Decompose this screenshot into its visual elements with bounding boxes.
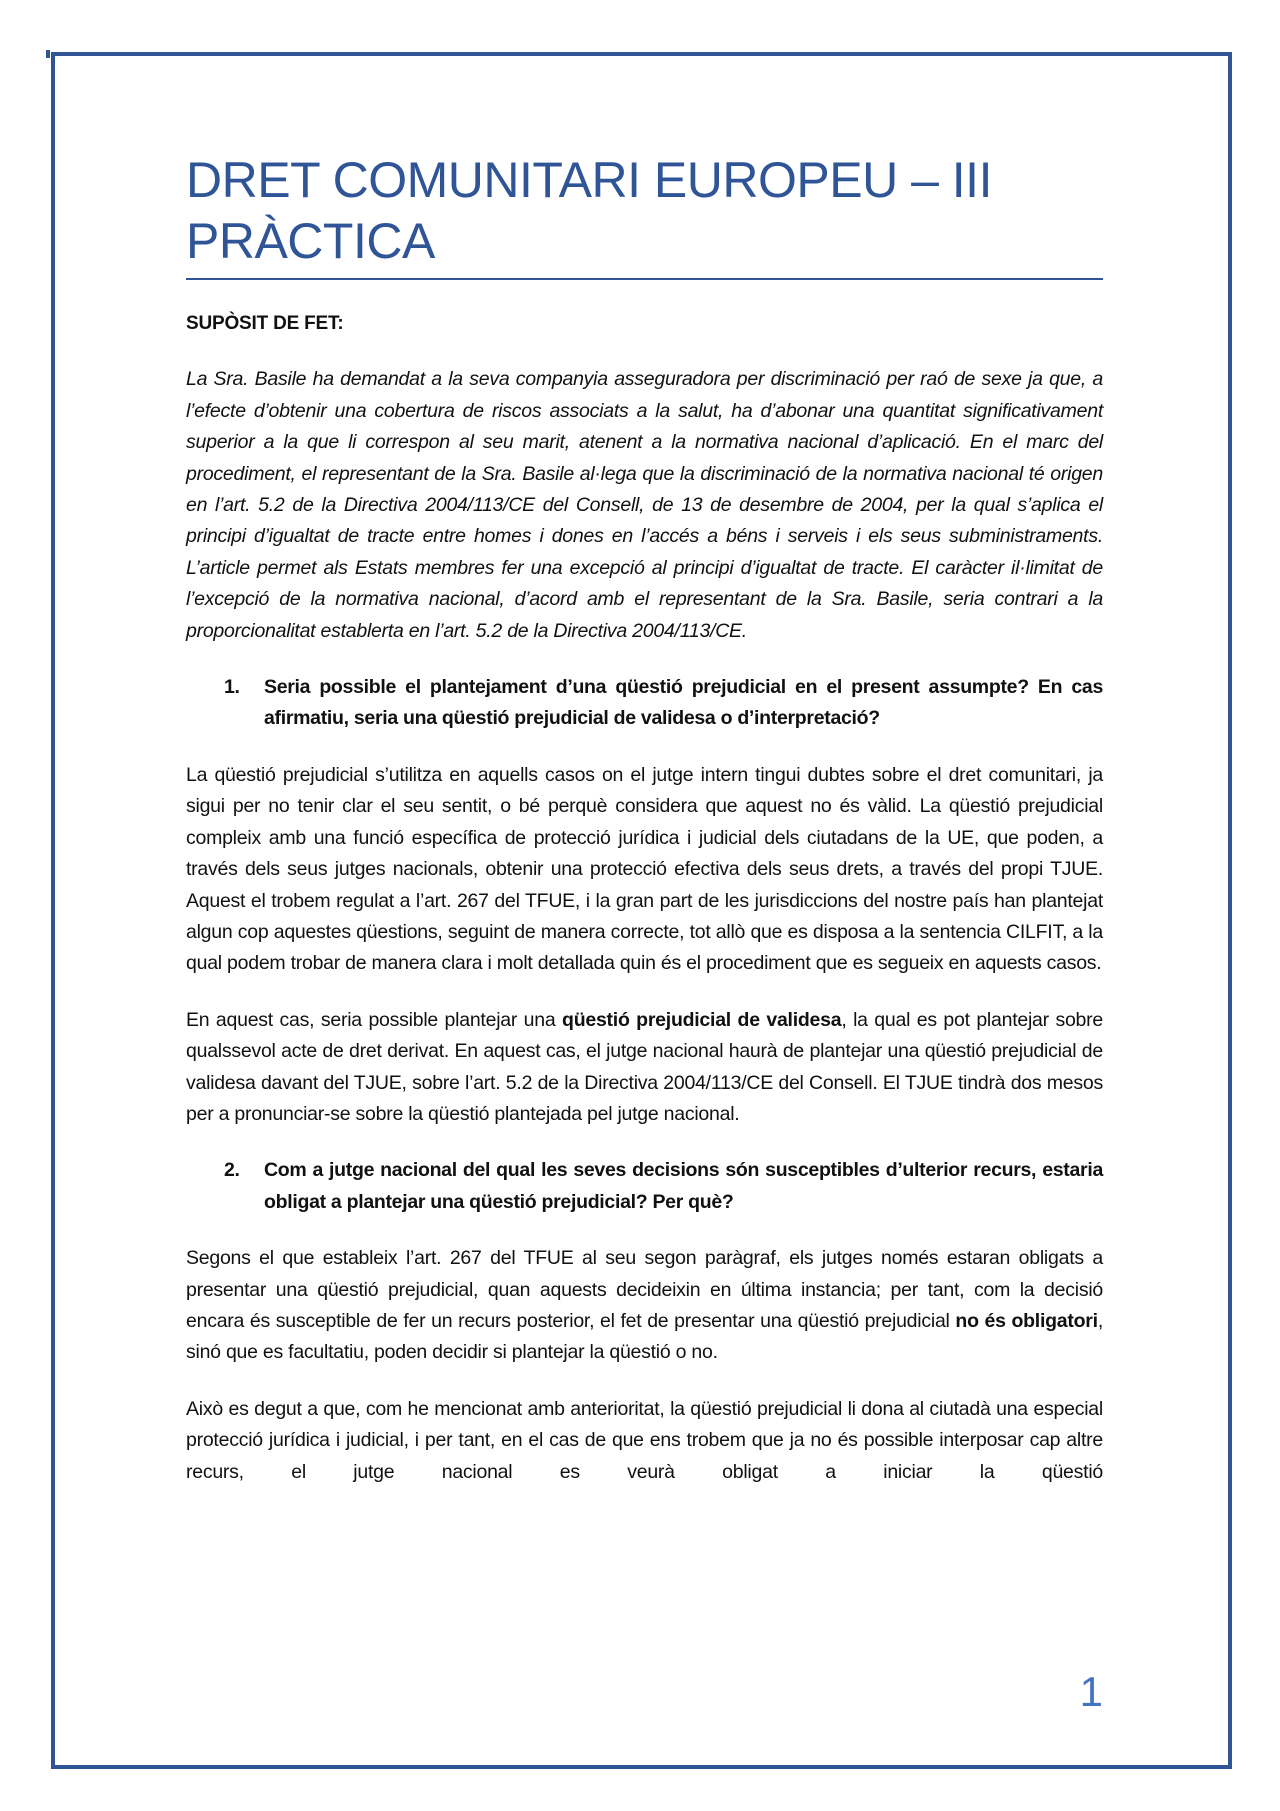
page-number: 1 xyxy=(1079,1668,1103,1715)
answer-2-paragraph-2: Això es degut a que, com he mencionat amb anterioritat, la qüestió prejudicial li dona al ciutadà una especial protecció jurídica i judicial, i per tant, en el cas de que ens trobem que ja no és possible interposar cap altre recurs, el jutge nacional es veurà obligat a iniciar la qüestió xyxy=(186,1397,1103,1483)
text-segment: Segons el que estableix l’art. 267 del TFUE al seu segon paràgraf, els jutges només estaran obligats a presentar una qüestió prejudicial, quan aquests decideixin en última instancia; per tant, com la decisió encara és susceptible de fer un recurs posterior, el fet de presentar una qüestió prejudicial xyxy=(186,1247,1103,1332)
question-number: 2. xyxy=(224,1159,240,1182)
question-1 xyxy=(186,672,1103,735)
document-body xyxy=(186,150,1103,1513)
answer-2-paragraph-1 xyxy=(186,1243,1103,1369)
bold-text: no és obligatori xyxy=(955,1309,1098,1332)
question-2 xyxy=(186,1155,1103,1218)
answer-1-paragraph-1: La qüestió prejudicial s’utilitza en aquells casos on el jutge intern tingui dubtes sobre el dret comunitari, ja sigui per no tenir clar el seu sentit, o bé perquè considera que aquest no és vàlid. La qüestió prejudicial compleix amb una funció específica de protecció jurídica i judicial dels ciutadans de la UE, que poden, a través dels seus jutges nacionals, obtenir una protecció efectiva dels seus drets, a través del propi TJUE. Aquest el trobem regulat a l’art. 267 del TFUE, i la gran part de les jurisdiccions del nostre país han plantejat algun cop aquestes qüestions, seguint de manera correcte, tot allò que es disposa a la sentencia CILFIT, a la qual podem trobar de manera clara i molt detallada quin és el procediment que es segueix en aquests casos. xyxy=(186,763,1103,975)
answer-1-paragraph-2 xyxy=(186,1005,1103,1131)
facts-paragraph: La Sra. Basile ha demandat a la seva companyia asseguradora per discriminació per raó de sexe ja que, a l’efecte d’obtenir una cobertura de riscos associats a la salut, ha d’abonar una quantitat significativament superior a la que li correspon al seu marit, atenent a la normativa nacional d’aplicació. En el marc del procediment, el representant de la Sra. Basile al·lega que la discriminació de la normativa nacional té origen en l’art. 5.2 de la Directiva 2004/113/CE del Consell, de 13 de desembre de 2004, per la qual s’aplica el principi d’igualtat de tracte entre homes i dones en l’accés a béns i serveis i els seus subministraments. L’article permet als Estats membres fer una excepció al principi d’igualtat de tracte. El caràcter il·limitat de l’excepció de la normativa nacional, d’acord amb el representant de la Sra. Basile, seria contrari a la proporcionalitat establerta en l’art. 5.2 de la Directiva 2004/113/CE. xyxy=(186,368,1103,642)
page-border-corner xyxy=(46,50,50,58)
text-segment: , la qual es pot plantejar sobre qualssevol acte de dret derivat. En aquest cas, el jutge nacional haurà de plantejar una qüestió prejudicial de validesa davant del TJUE, sobre l’art. 5.2 de la Directiva 2004/113/CE del Consell. El TJUE tindrà dos mesos per a pronunciar-se sobre la qüestió plantejada pel jutge nacional. xyxy=(186,1008,1103,1125)
text-segment: En aquest cas, seria possible plantejar una xyxy=(186,1008,563,1031)
question-text: Seria possible el plantejament d’una qüestió prejudicial en el present assumpte? En cas afirmatiu, seria una qüestió prejudicial de validesa o d’interpretació? xyxy=(264,676,1103,730)
question-number: 1. xyxy=(224,676,240,699)
text-segment: , sinó que es facultatiu, poden decidir si plantejar la qüestió o no. xyxy=(186,1309,1103,1364)
section-label-facts: SUPÒSIT DE FET: xyxy=(186,313,344,334)
title-underline xyxy=(186,278,1103,280)
document-title: DRET COMUNITARI EUROPEU – III PRÀCTICA xyxy=(186,152,992,269)
question-text: Com a jutge nacional del qual les seves decisions són susceptibles d’ulterior recurs, estaria obligat a plantejar una qüestió prejudicial? Per què? xyxy=(264,1159,1103,1213)
bold-text: qüestió prejudicial de validesa xyxy=(562,1008,842,1031)
